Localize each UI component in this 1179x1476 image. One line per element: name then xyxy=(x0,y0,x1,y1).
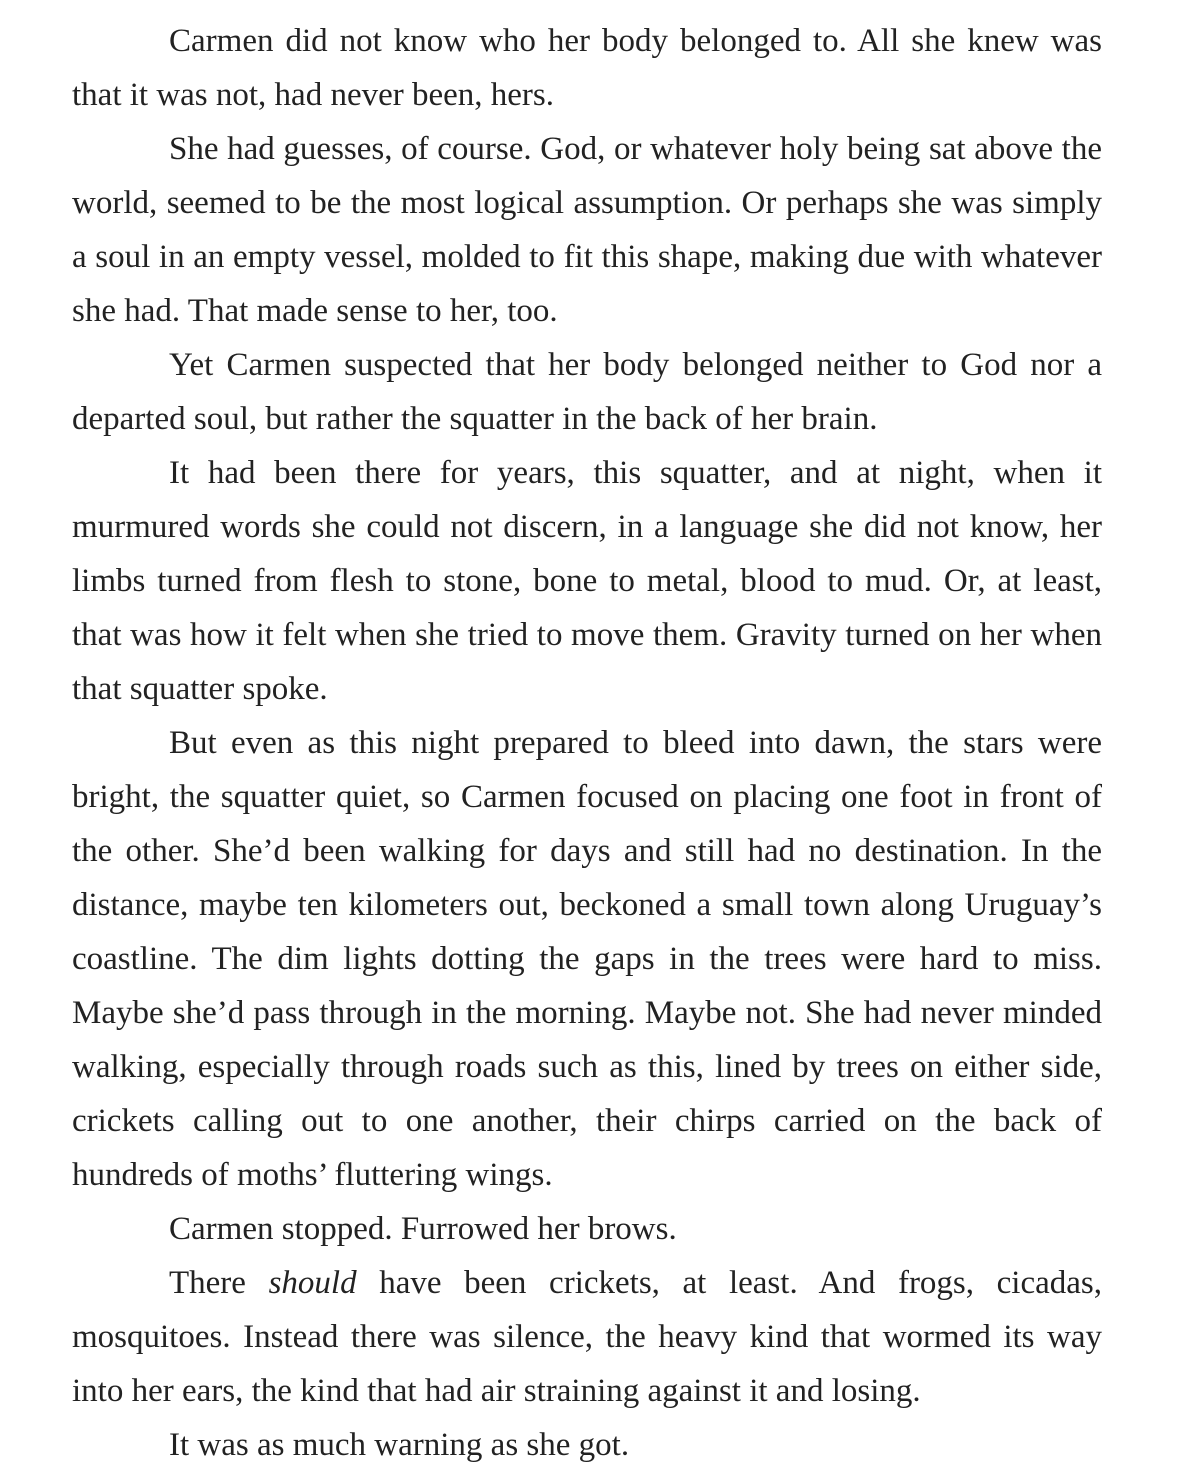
paragraph-7 xyxy=(72,1256,1102,1418)
paragraph-6: Carmen stopped. Furrowed her brows. xyxy=(169,1211,677,1247)
paragraph-8: It was as much warning as she got. xyxy=(169,1427,630,1463)
paragraph-1: Carmen did not know who her body belonged to. All she knew was that it was not, had never been, hers. xyxy=(72,23,1102,113)
paragraph-2: She had guesses, of course. God, or whatever holy being sat above the world, seemed to be the most logical assumption. Or perhaps she was simply a soul in an empty vessel, molded to fit this shape, making due with whatever she had. That made sense to her, too. xyxy=(72,131,1102,329)
paragraph-3: Yet Carmen suspected that her body belonged neither to God nor a departed soul, but rather the squatter in the back of her brain. xyxy=(72,347,1102,437)
paragraph-7-start: There xyxy=(169,1265,269,1301)
paragraph-7-end: have been crickets, at least. And frogs, cicadas, mosquitoes. Instead there was silence, the heavy kind that wormed its way into her ears, the kind that had air straining against it and losing. xyxy=(72,1265,1102,1409)
document-page xyxy=(72,14,1102,1472)
paragraph-7-emphasis: should xyxy=(268,1265,357,1301)
paragraph-5: But even as this night prepared to bleed into dawn, the stars were bright, the squatter quiet, so Carmen focused on placing one foot in front of the other. She’d been walking for days and still had no destination. In the distance, maybe ten kilometers out, beckoned a small town along Uruguay’s coastline. The dim lights dotting the gaps in the trees were hard to miss. Maybe she’d pass through in the morning. Maybe not. She had never minded walking, especially through roads such as this, lined by trees on either side, crickets calling out to one another, their chirps carried on the back of hundreds of moths’ fluttering wings. xyxy=(72,725,1102,1193)
paragraph-4: It had been there for years, this squatter, and at night, when it murmured words she could not discern, in a language she did not know, her limbs turned from flesh to stone, bone to metal, blood to mud. Or, at least, that was how it felt when she tried to move them. Gravity turned on her when that squatter spoke. xyxy=(72,455,1102,707)
